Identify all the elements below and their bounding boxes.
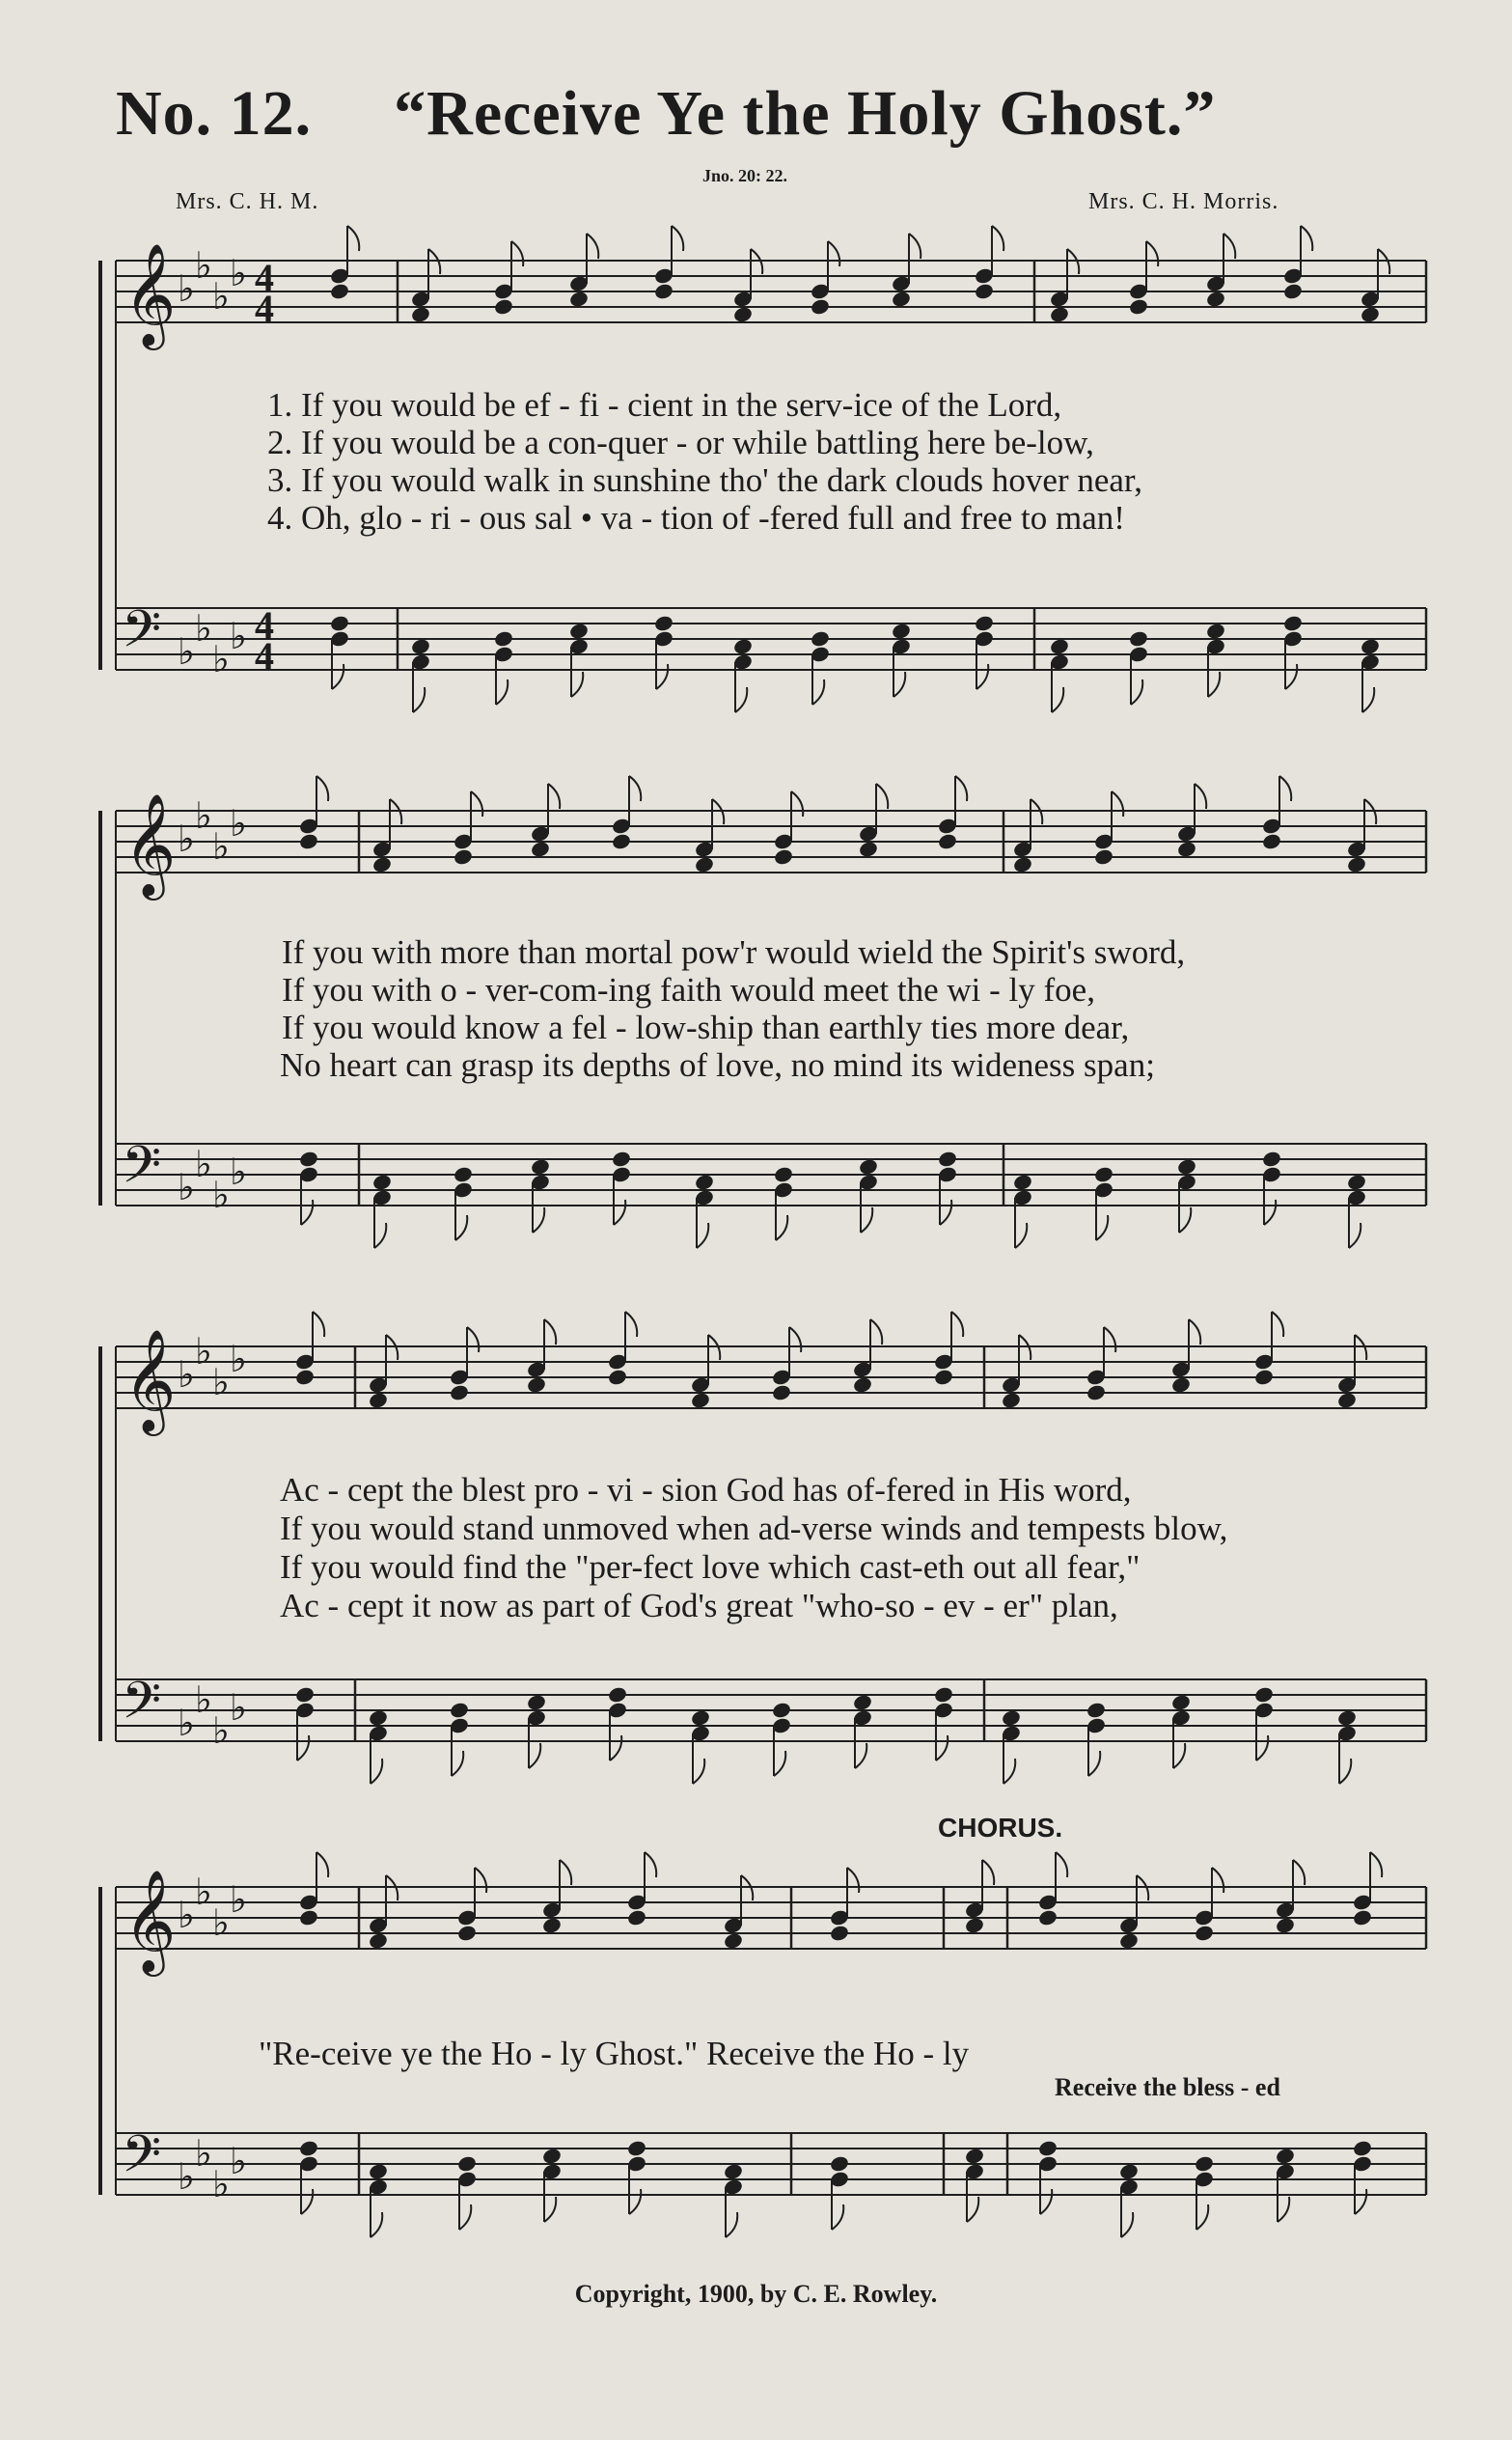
treble-clef: 𝄞 <box>124 242 177 346</box>
note-flag <box>1088 1751 1100 1776</box>
time-signature-top: 4 <box>255 603 274 647</box>
note-head <box>298 832 319 850</box>
note-head <box>607 1368 628 1386</box>
note-head <box>294 1368 316 1386</box>
note-flag <box>301 2189 313 2214</box>
note-flag <box>455 1215 467 1240</box>
note-flag <box>511 241 523 266</box>
note-flag <box>1362 687 1374 712</box>
note-head <box>298 1150 319 1168</box>
note-flag <box>1096 1215 1108 1240</box>
note-head <box>626 2139 647 2157</box>
note-head <box>568 622 590 640</box>
note-flag <box>1104 1327 1115 1352</box>
note-flag <box>610 1735 621 1761</box>
flat-sign: ♭ <box>212 1709 230 1752</box>
chorus-label: CHORUS. <box>938 1813 1063 1843</box>
note-head <box>1275 1916 1296 1934</box>
flat-sign: ♭ <box>212 1901 230 1944</box>
note-head <box>723 2162 744 2180</box>
note-flag <box>1121 2212 1133 2237</box>
note-head <box>298 1908 319 1927</box>
note-head <box>773 847 794 866</box>
bass-clef: 𝄢 <box>122 1136 162 1207</box>
note-head <box>1128 297 1149 316</box>
note-flag <box>967 2197 978 2222</box>
treble-clef: 𝄞 <box>124 1328 177 1431</box>
note-head <box>1352 1908 1373 1927</box>
note-head <box>937 832 958 850</box>
note-head <box>1253 1368 1275 1386</box>
note-flag <box>496 679 508 705</box>
note-head <box>1336 1391 1358 1409</box>
lyric-line: If you would find the "per-fect love which cast-eth out all fear," <box>280 1548 1141 1586</box>
note-head <box>690 1391 711 1409</box>
note-flag <box>371 2212 382 2237</box>
flat-sign: ♭ <box>230 1686 247 1729</box>
flat-sign: ♭ <box>195 1330 212 1372</box>
flat-sign: ♭ <box>230 1338 247 1380</box>
note-flag <box>726 2212 737 2237</box>
note-head <box>829 2154 850 2173</box>
note-flag <box>812 679 824 705</box>
note-flag <box>1195 784 1206 809</box>
note-flag <box>1189 1319 1200 1345</box>
flat-sign: ♭ <box>195 1871 212 1913</box>
note-flag <box>1052 687 1063 712</box>
note-flag <box>1015 1223 1027 1248</box>
note-head <box>1176 840 1197 858</box>
note-flag <box>1264 1200 1276 1225</box>
note-head <box>1118 1931 1140 1950</box>
note-head <box>410 637 431 655</box>
note-flag <box>587 234 598 259</box>
note-flag <box>533 1207 544 1233</box>
note-flag <box>467 1327 479 1352</box>
note-head <box>653 282 674 300</box>
lyric-line: 4. Oh, glo - ri - ous sal • va - tion of -fered full and free to man! <box>267 499 1125 537</box>
note-head <box>690 1708 711 1727</box>
note-head <box>530 1157 551 1176</box>
note-head <box>1194 2154 1215 2173</box>
note-flag <box>1212 1868 1223 1893</box>
note-flag <box>625 1312 637 1337</box>
note-flag <box>1301 226 1312 251</box>
note-head <box>771 1701 792 1719</box>
note-flag <box>876 784 888 809</box>
note-flag <box>870 1319 882 1345</box>
lyric-line: If you would stand unmoved when ad-verse winds and tempests blow, <box>280 1510 1228 1547</box>
note-flag <box>1196 2204 1208 2230</box>
note-flag <box>1179 1207 1191 1233</box>
note-flag <box>976 664 988 689</box>
note-head <box>1275 2147 1296 2165</box>
note-head <box>611 832 632 850</box>
note-head <box>1346 855 1367 873</box>
flat-sign: ♭ <box>230 2140 247 2182</box>
note-flag <box>1285 664 1297 689</box>
note-head <box>1093 847 1114 866</box>
note-flag <box>347 226 359 251</box>
note-flag <box>832 2204 843 2230</box>
flat-sign: ♭ <box>195 2132 212 2175</box>
chorus-lyric-alt: Receive the bless - ed <box>1055 2073 1280 2101</box>
note-head <box>974 282 995 300</box>
note-head <box>410 305 431 323</box>
note-head <box>568 290 590 308</box>
note-flag <box>1056 1852 1067 1877</box>
note-flag <box>1003 1759 1015 1784</box>
note-flag <box>316 776 328 801</box>
note-head <box>456 1924 478 1942</box>
note-head <box>1253 1685 1275 1704</box>
note-head <box>526 1693 547 1711</box>
note-head <box>371 855 393 873</box>
lyric-line: 2. If you would be a con-quer - or while battling here be-low, <box>267 424 1094 461</box>
lyric-line: No heart can grasp its depths of love, no mind its wideness span; <box>280 1046 1155 1084</box>
note-head <box>964 2147 985 2165</box>
note-flag <box>1040 2189 1052 2214</box>
note-flag <box>629 2189 641 2214</box>
note-head <box>493 629 514 648</box>
scripture-reference: Jno. 20: 22. <box>702 166 788 185</box>
note-head <box>1360 637 1381 655</box>
note-head <box>723 1931 744 1950</box>
note-head <box>732 305 754 323</box>
bass-clef: 𝄢 <box>122 600 162 672</box>
note-head <box>607 1685 628 1704</box>
note-head <box>526 1375 547 1394</box>
note-head <box>1170 1375 1192 1394</box>
note-flag <box>529 1743 540 1768</box>
flat-sign: ♭ <box>230 802 247 845</box>
note-head <box>1352 2139 1373 2157</box>
flat-sign: ♭ <box>195 1678 212 1721</box>
note-flag <box>629 776 641 801</box>
note-flag <box>544 2197 556 2222</box>
note-head <box>453 847 474 866</box>
hymn-title: “Receive Ye the Holy Ghost.” <box>394 78 1217 149</box>
note-flag <box>861 1207 872 1233</box>
note-flag <box>1112 791 1123 817</box>
copyright-notice: Copyright, 1900, by C. E. Rowley. <box>574 2280 938 2308</box>
flat-sign: ♭ <box>230 1151 247 1193</box>
flat-sign: ♭ <box>230 615 247 657</box>
note-head <box>1282 614 1304 632</box>
note-flag <box>332 664 344 689</box>
note-head <box>1346 1173 1367 1191</box>
note-flag <box>693 1759 704 1784</box>
note-head <box>694 855 715 873</box>
treble-clef: 𝄞 <box>124 1869 177 1972</box>
note-flag <box>371 1759 382 1784</box>
note-head <box>1037 2139 1058 2157</box>
lyric-line: If you with o - ver-com-ing faith would meet the wi - ly foe, <box>282 971 1095 1009</box>
note-head <box>891 290 912 308</box>
note-head <box>1194 1924 1215 1942</box>
note-flag <box>847 1868 859 1893</box>
note-head <box>773 1165 794 1183</box>
note-flag <box>1339 1759 1351 1784</box>
time-signature-bottom: 4 <box>255 287 274 330</box>
note-head <box>368 2162 389 2180</box>
note-flag <box>475 1868 486 1893</box>
time-signature-top: 4 <box>255 256 274 299</box>
note-head <box>371 1173 393 1191</box>
lyric-line: Ac - cept it now as part of God's great "who-so - ev - er" plan, <box>280 1587 1118 1624</box>
note-head <box>1012 855 1033 873</box>
note-head <box>530 840 551 858</box>
note-head <box>694 1173 715 1191</box>
note-head <box>453 1165 474 1183</box>
flat-sign: ♭ <box>178 1353 195 1396</box>
note-flag <box>656 664 668 689</box>
note-flag <box>789 1327 801 1352</box>
flat-sign: ♭ <box>178 1166 195 1208</box>
flat-sign: ♭ <box>178 818 195 860</box>
flat-sign: ♭ <box>178 630 195 673</box>
note-head <box>829 1924 850 1942</box>
note-head <box>449 1701 470 1719</box>
note-flag <box>413 687 425 712</box>
lyric-line: 3. If you would walk in sunshine tho' the dark clouds hover near, <box>267 461 1142 499</box>
note-flag <box>1278 2197 1289 2222</box>
lyricist-credit: Mrs. C. H. M. <box>176 189 319 214</box>
note-head <box>456 2154 478 2173</box>
flat-sign: ♭ <box>212 1174 230 1216</box>
note-flag <box>791 791 803 817</box>
note-flag <box>735 687 747 712</box>
flat-sign: ♭ <box>230 252 247 294</box>
chorus-lyric: "Re-ceive ye the Ho - ly Ghost." Receive the Ho - ly <box>259 2035 970 2072</box>
note-head <box>891 622 912 640</box>
note-head <box>852 1693 873 1711</box>
note-head <box>1170 1693 1192 1711</box>
note-flag <box>672 226 683 251</box>
note-head <box>368 1391 389 1409</box>
note-head <box>294 1685 316 1704</box>
lyric-line: 1. If you would be ef - fi - cient in the serv-ice of the Lord, <box>267 386 1062 424</box>
note-head <box>611 1150 632 1168</box>
note-flag <box>992 226 1003 251</box>
note-head <box>732 637 754 655</box>
lyric-line: If you with more than mortal pow'r would wield the Spirit's sword, <box>282 933 1186 971</box>
note-head <box>810 629 831 648</box>
note-head <box>1282 282 1304 300</box>
flat-sign: ♭ <box>178 1702 195 1744</box>
note-head <box>1093 1165 1114 1183</box>
bass-clef: 𝄢 <box>122 2125 162 2197</box>
note-head <box>368 1931 389 1950</box>
note-flag <box>776 1215 787 1240</box>
note-head <box>1205 290 1226 308</box>
note-head <box>329 282 350 300</box>
note-flag <box>1146 241 1158 266</box>
lyric-line: Ac - cept the blest pro - vi - sion God has of-fered in His word, <box>280 1471 1132 1509</box>
time-signature-bottom: 4 <box>255 634 274 678</box>
hymn-number: No. 12. <box>116 78 313 149</box>
flat-sign: ♭ <box>212 825 230 868</box>
note-flag <box>697 1223 708 1248</box>
composer-credit: Mrs. C. H. Morris. <box>1088 189 1279 214</box>
note-flag <box>452 1751 463 1776</box>
note-flag <box>1256 1735 1268 1761</box>
flat-sign: ♭ <box>195 794 212 837</box>
note-head <box>810 297 831 316</box>
note-flag <box>614 1200 625 1225</box>
note-flag <box>548 784 560 809</box>
note-head <box>1261 1150 1282 1168</box>
note-flag <box>459 2204 471 2230</box>
note-head <box>852 1375 873 1394</box>
note-flag <box>909 234 921 259</box>
flat-sign: ♭ <box>195 1143 212 1185</box>
flat-sign: ♭ <box>212 275 230 318</box>
flat-sign: ♭ <box>195 607 212 650</box>
note-flag <box>955 776 967 801</box>
note-flag <box>828 241 839 266</box>
note-head <box>1037 1908 1058 1927</box>
note-flag <box>1355 2189 1366 2214</box>
note-flag <box>940 1200 951 1225</box>
bass-clef: 𝄢 <box>122 1672 162 1743</box>
note-flag <box>936 1735 948 1761</box>
flat-sign: ♭ <box>212 2163 230 2205</box>
note-flag <box>1293 1860 1305 1885</box>
note-head <box>974 614 995 632</box>
flat-sign: ♭ <box>178 1894 195 1936</box>
note-flag <box>374 1223 386 1248</box>
note-flag <box>1272 1312 1283 1337</box>
note-flag <box>571 672 583 697</box>
note-head <box>858 1157 879 1176</box>
note-head <box>329 614 350 632</box>
note-head <box>1001 1708 1022 1727</box>
flat-sign: ♭ <box>212 638 230 680</box>
note-head <box>368 1708 389 1727</box>
note-flag <box>471 791 482 817</box>
note-flag <box>951 1312 963 1337</box>
note-head <box>937 1150 958 1168</box>
note-flag <box>893 672 905 697</box>
note-head <box>771 1383 792 1401</box>
note-head <box>1001 1391 1022 1409</box>
note-flag <box>560 1860 571 1885</box>
note-flag <box>301 1200 313 1225</box>
note-flag <box>544 1319 556 1345</box>
note-head <box>858 840 879 858</box>
lyric-line: If you would know a fel - low-ship than earthly ties more dear, <box>282 1009 1130 1046</box>
note-head <box>1049 637 1070 655</box>
note-head <box>1261 832 1282 850</box>
note-flag <box>982 1860 994 1885</box>
flat-sign: ♭ <box>230 1878 247 1921</box>
flat-sign: ♭ <box>178 2155 195 2198</box>
note-head <box>1128 629 1149 648</box>
note-flag <box>1279 776 1291 801</box>
note-head <box>1205 622 1226 640</box>
note-flag <box>855 1743 866 1768</box>
treble-clef: 𝄞 <box>124 792 177 896</box>
flat-sign: ♭ <box>195 244 212 287</box>
note-flag <box>1223 234 1235 259</box>
note-head <box>933 1685 954 1704</box>
note-flag <box>1208 672 1220 697</box>
flat-sign: ♭ <box>178 267 195 310</box>
note-head <box>933 1368 954 1386</box>
note-head <box>1336 1708 1358 1727</box>
note-head <box>1118 2162 1140 2180</box>
note-head <box>298 2139 319 2157</box>
note-head <box>541 1916 563 1934</box>
note-head <box>493 297 514 316</box>
note-head <box>653 614 674 632</box>
note-head <box>1360 305 1381 323</box>
note-head <box>541 2147 563 2165</box>
note-head <box>1086 1701 1107 1719</box>
note-flag <box>1349 1223 1361 1248</box>
note-head <box>1049 305 1070 323</box>
note-flag <box>645 1852 656 1877</box>
note-head <box>1176 1157 1197 1176</box>
note-flag <box>1370 1852 1382 1877</box>
note-head <box>1012 1173 1033 1191</box>
note-flag <box>313 1312 324 1337</box>
note-head <box>626 1908 647 1927</box>
note-flag <box>774 1751 785 1776</box>
note-flag <box>316 1852 328 1877</box>
flat-sign: ♭ <box>212 1361 230 1403</box>
note-flag <box>1131 679 1142 705</box>
note-head <box>964 1916 985 1934</box>
note-head <box>1086 1383 1107 1401</box>
note-flag <box>297 1735 309 1761</box>
note-head <box>449 1383 470 1401</box>
note-flag <box>1173 1743 1185 1768</box>
